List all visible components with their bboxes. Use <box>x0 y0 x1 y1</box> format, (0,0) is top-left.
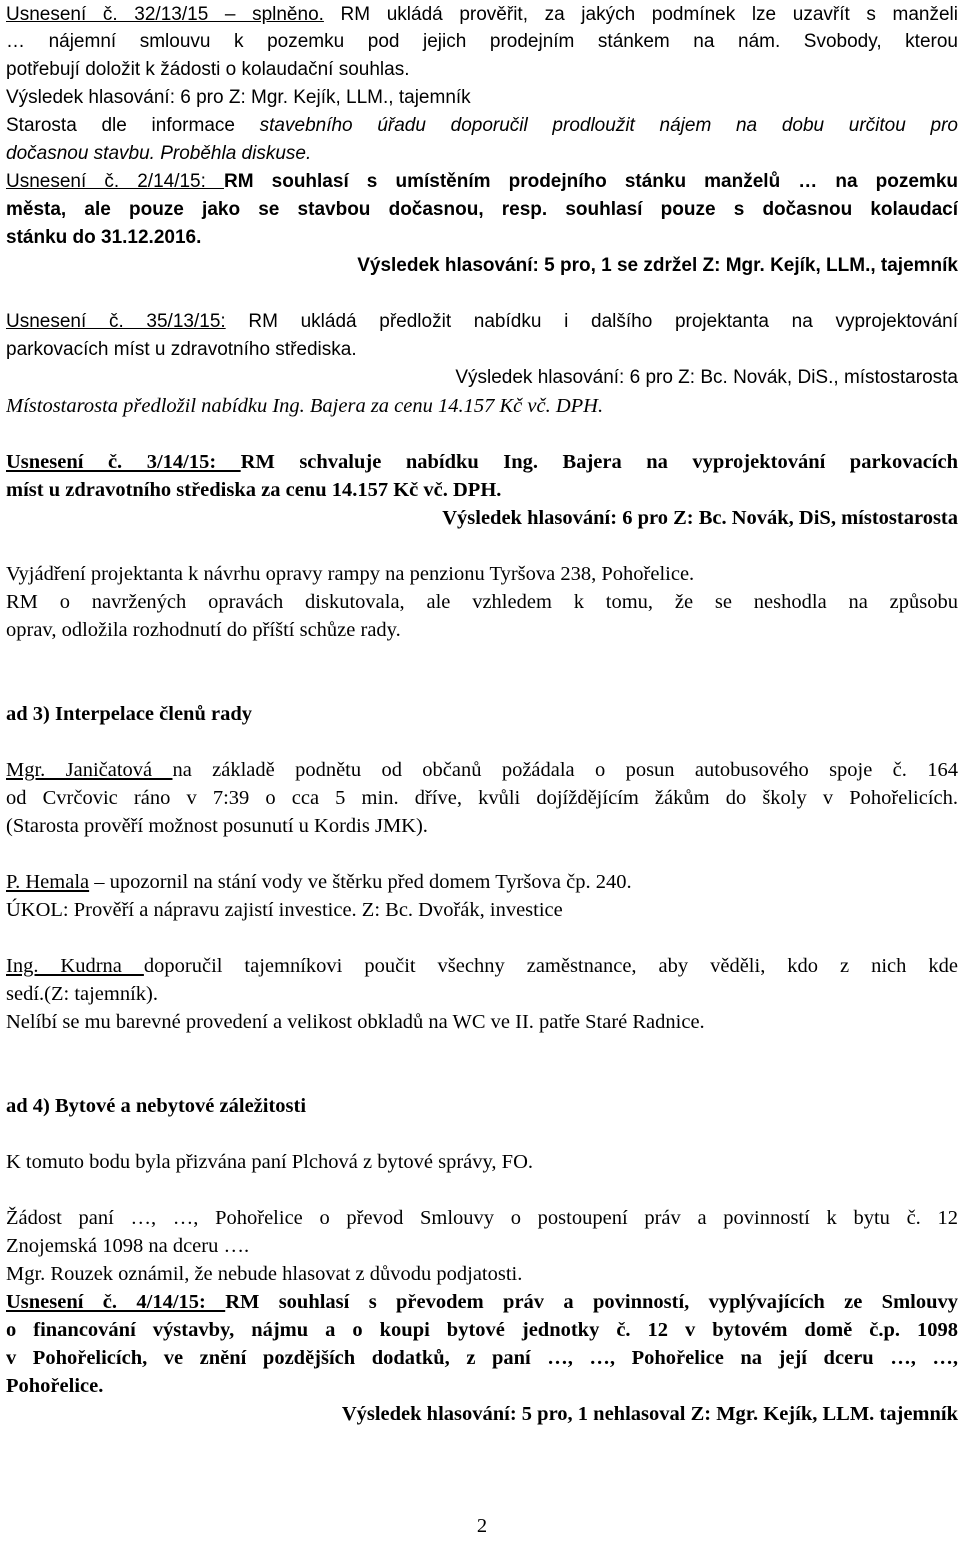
resolution-label: Usnesení č. 3/14/15: <box>6 451 241 473</box>
resolution-text: RM souhlasí s umístěním prodejního stánku manželů … na pozemku <box>224 171 958 192</box>
interpelace-janicatova-line-2: od Cvrčovic ráno v 7:39 o cca 5 min. dříve, kvůli dojíždějícím žákům do školy v Pohořelicích. <box>6 787 958 809</box>
resolution-label: Usnesení č. 32/13/15 – splněno. <box>6 4 324 25</box>
ramp-repair-line-2: RM o navržených opravách diskutovala, ale vzhledem k tomu, že se neshodla na způsobu <box>6 591 958 613</box>
resolution-text: RM ukládá předložit nabídku i dalšího projektanta na vyprojektování <box>225 311 958 332</box>
page-number: 2 <box>476 1515 488 1537</box>
interpelace-text: na základě podnětu od občanů požádala o posun autobusového spoje č. 164 <box>172 759 958 781</box>
resolution-4-14-15-line-2: o financování výstavby, nájmu a o koupi bytové jednotky č. 12 v bytovém domě č.p. 1098 <box>6 1319 958 1341</box>
vote-result-text: Výsledek hlasování: 6 pro Z: Mgr. Kejík, LLM. <box>6 87 389 108</box>
vote-result-line <box>6 364 958 392</box>
resolution-4-14-15-line-3: v Pohořelicích, ve znění pozdějších dodatků, z paní …, …, Pohořelice na její dceru …, …, <box>6 1347 958 1369</box>
request-line-2: Znojemská 1098 na dceru …. <box>6 1235 250 1257</box>
interpelace-janicatova-line-1 <box>6 756 958 784</box>
resolution-label: Usnesení č. 4/14/15: <box>6 1291 226 1313</box>
invited-guest-line: K tomuto bodu byla přizvána paní Plchová z bytové správy, FO. <box>6 1151 534 1173</box>
resolution-35-13-15-line-1 <box>6 308 958 336</box>
resolution-2-14-15-line-3: stánku do 31.12.2016. <box>6 227 202 248</box>
request-line-1: Žádost paní …, …, Pohořelice o převod Smlouvy o postoupení práv a povinností k bytu č. 12 <box>6 1207 958 1229</box>
resolution-3-14-15-line-1 <box>6 448 958 476</box>
mayor-info-line <box>6 112 958 140</box>
resolution-label: Usnesení č. 35/13/15: <box>6 311 226 332</box>
vote-result-line: Výsledek hlasování: 6 pro Z: Bc. Novák, DiS, místostarosta <box>442 507 958 529</box>
mayor-info-italic: stavebního úřadu doporučil prodloužit nájem na dobu určitou pro <box>259 115 958 136</box>
interpelace-hemala-line <box>6 868 958 896</box>
vote-responsible: , místostarosta <box>833 367 958 388</box>
resolution-32-13-15-line-3: potřebují doložit k žádosti o kolaudační souhlas. <box>6 59 410 80</box>
resolution-text: RM ukládá prověřit, za jakých podmínek lze uzavřít s manželi <box>323 4 958 25</box>
discussion-line: dočasnou stavbu. Proběhla diskuse. <box>6 143 312 164</box>
resolution-35-13-15-line-2: parkovacích míst u zdravotního střediska. <box>6 339 357 360</box>
vote-result-line: Výsledek hlasování: 5 pro, 1 nehlasoval Z: Mgr. Kejík, LLM. tajemník <box>341 1403 958 1425</box>
resolution-text: RM schvaluje nabídku Ing. Bajera na vyprojektování parkovacích <box>240 451 958 473</box>
vote-result-line: Výsledek hlasování: 5 pro, 1 se zdržel Z: Mgr. Kejík, LLM., tajemník <box>357 255 958 276</box>
interpelace-kudrna-line-1 <box>6 952 958 980</box>
resolution-2-14-15-line-1 <box>6 168 958 196</box>
vote-result-text: Výsledek hlasování: 6 pro Z: Bc. Novák, DiS. <box>455 367 834 388</box>
vote-result-line <box>6 84 958 112</box>
ramp-repair-line-3: oprav, odložila rozhodnutí do příští schůze rady. <box>6 619 401 641</box>
interpelace-kudrna-line-3: Nelíbí se mu barevné provedení a velikost obkladů na WC ve II. patře Staré Radnice. <box>6 1011 705 1033</box>
resolution-32-13-15-line-2: … nájemní smlouvu k pozemku pod jejich prodejním stánkem na nám. Svobody, kterou <box>6 31 958 52</box>
resolution-4-14-15-line-1 <box>6 1288 958 1316</box>
vote-responsible: , tajemník <box>388 87 471 108</box>
task-line: ÚKOL: Prověří a nápravu zajistí investice. Z: Bc. Dvořák, investice <box>6 899 563 921</box>
section-heading-interpelace: ad 3) Interpelace členů rady <box>6 703 252 725</box>
resolution-text: RM souhlasí s převodem práv a povinností, vyplývajících ze Smlouvy <box>225 1291 958 1313</box>
council-member-name: Mgr. Janičatová <box>6 759 173 781</box>
resolution-32-13-15-line-1 <box>6 0 958 29</box>
resolution-label: Usnesení č. 2/14/15: <box>6 171 224 192</box>
resolution-3-14-15-line-2: míst u zdravotního střediska za cenu 14.157 Kč vč. DPH. <box>6 479 502 501</box>
interpelace-janicatova-line-3: (Starosta prověří možnost posunutí u Kordis JMK). <box>6 815 428 837</box>
interpelace-text: – upozornil na stání vody ve štěrku před domem Tyršova čp. 240. <box>89 871 632 893</box>
council-member-name: P. Hemala <box>6 871 90 893</box>
section-heading-bytove: ad 4) Bytové a nebytové záležitosti <box>6 1095 307 1117</box>
ramp-repair-line-1: Vyjádření projektanta k návrhu opravy rampy na penzionu Tyršova 238, Pohořelice. <box>6 563 695 585</box>
resolution-4-14-15-line-4: Pohořelice. <box>6 1375 104 1397</box>
resolution-2-14-15-line-2: města, ale pouze jako se stavbou dočasnou, resp. souhlasí pouze s dočasnou kolaudací <box>6 199 958 220</box>
deputy-offer-line: Místostarosta předložil nabídku Ing. Bajera za cenu 14.157 Kč vč. DPH. <box>6 395 604 417</box>
council-member-name: Ing. Kudrna <box>6 955 144 977</box>
conflict-of-interest-line: Mgr. Rouzek oznámil, že nebude hlasovat z důvodu podjatosti. <box>6 1263 523 1285</box>
interpelace-kudrna-line-2: sedí.(Z: tajemník). <box>6 983 158 1005</box>
interpelace-text: doporučil tajemníkovi poučit všechny zaměstnance, aby věděli, kdo z nich kde <box>143 955 958 977</box>
mayor-info-text: Starosta dle informace <box>6 115 260 136</box>
